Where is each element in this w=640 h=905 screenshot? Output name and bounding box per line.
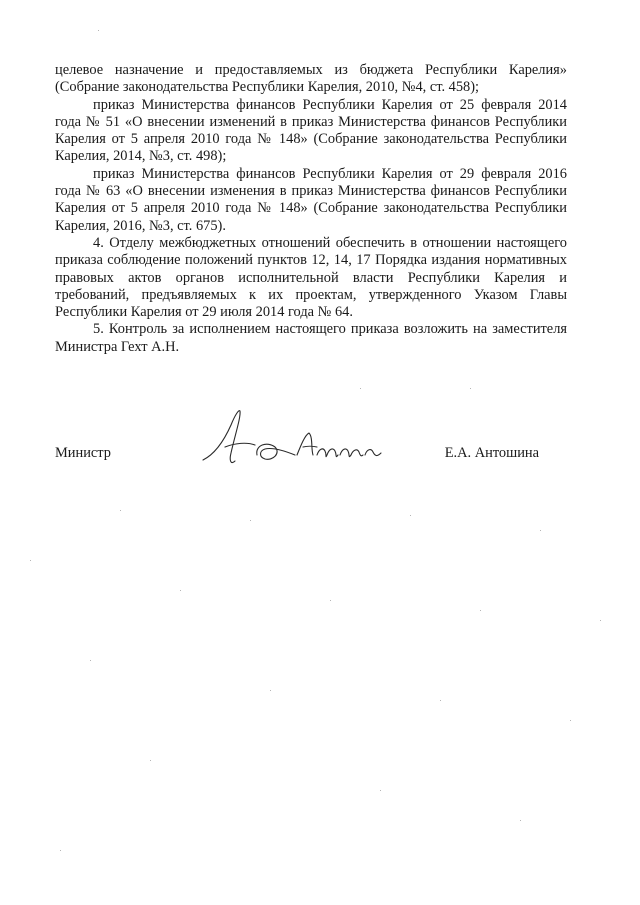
scan-speck (520, 820, 521, 821)
scan-speck (98, 30, 99, 31)
scan-speck (600, 620, 601, 621)
paragraph-item-4: 4. Отделу межбюджетных отношений обеспечить в отношении настоящего приказа соблюдение положений пунктов 12, 14, 17 Порядка издания нормативных правовых актов органов исполнительной власти Республики Карелия и требований, предъявляемых к их проектам, утвержденного Указом Главы Республики Карелия от 29 июля 2014 года № 64. (55, 234, 567, 321)
scan-speck (440, 700, 441, 701)
scan-speck (380, 790, 381, 791)
scan-speck (570, 720, 571, 721)
document-body (55, 62, 567, 356)
handwritten-signature (195, 405, 398, 476)
scan-speck (410, 515, 411, 516)
paragraph-continuation: целевое назначение и предоставляемых из бюджета Республики Карелия» (Собрание законодательства Республики Карелия, 2010, №4, ст. 458); (55, 62, 567, 96)
scan-speck (180, 590, 181, 591)
scan-speck (250, 520, 251, 521)
paragraph-order-2016: приказ Министерства финансов Республики Карелия от 29 февраля 2016 года № 63 «О внесении изменения в приказ Министерства финансов Республики Карелия от 5 апреля 2010 года № 148» (Собрание законодательства Республики Карелия, 2016, №3, ст. 675). (55, 165, 567, 234)
paragraph-order-2014: приказ Министерства финансов Республики Карелия от 25 февраля 2014 года № 51 «О внесении изменений в приказ Министерства финансов Республики Карелия от 5 апреля 2010 года № 148» (Собрание законодательства Республики Карелия, 2014, №3, ст. 498); (55, 96, 567, 165)
scan-speck (90, 660, 91, 661)
signatory-title: Министр (55, 445, 111, 461)
scan-speck (270, 690, 271, 691)
paragraph-item-5: 5. Контроль за исполнением настоящего приказа возложить на заместителя Министра Гехт А.Н. (55, 321, 567, 355)
scan-speck (540, 530, 541, 531)
scan-speck (60, 850, 61, 851)
signature-handwriting-text: Антош (395, 475, 398, 476)
scan-speck (150, 760, 151, 761)
scan-speck (330, 600, 331, 601)
signatory-name: Е.А. Антошина (444, 445, 539, 461)
scan-speck (120, 510, 121, 511)
scan-speck (480, 610, 481, 611)
scan-speck (470, 388, 471, 389)
scan-speck (360, 388, 361, 389)
scan-speck (30, 560, 31, 561)
